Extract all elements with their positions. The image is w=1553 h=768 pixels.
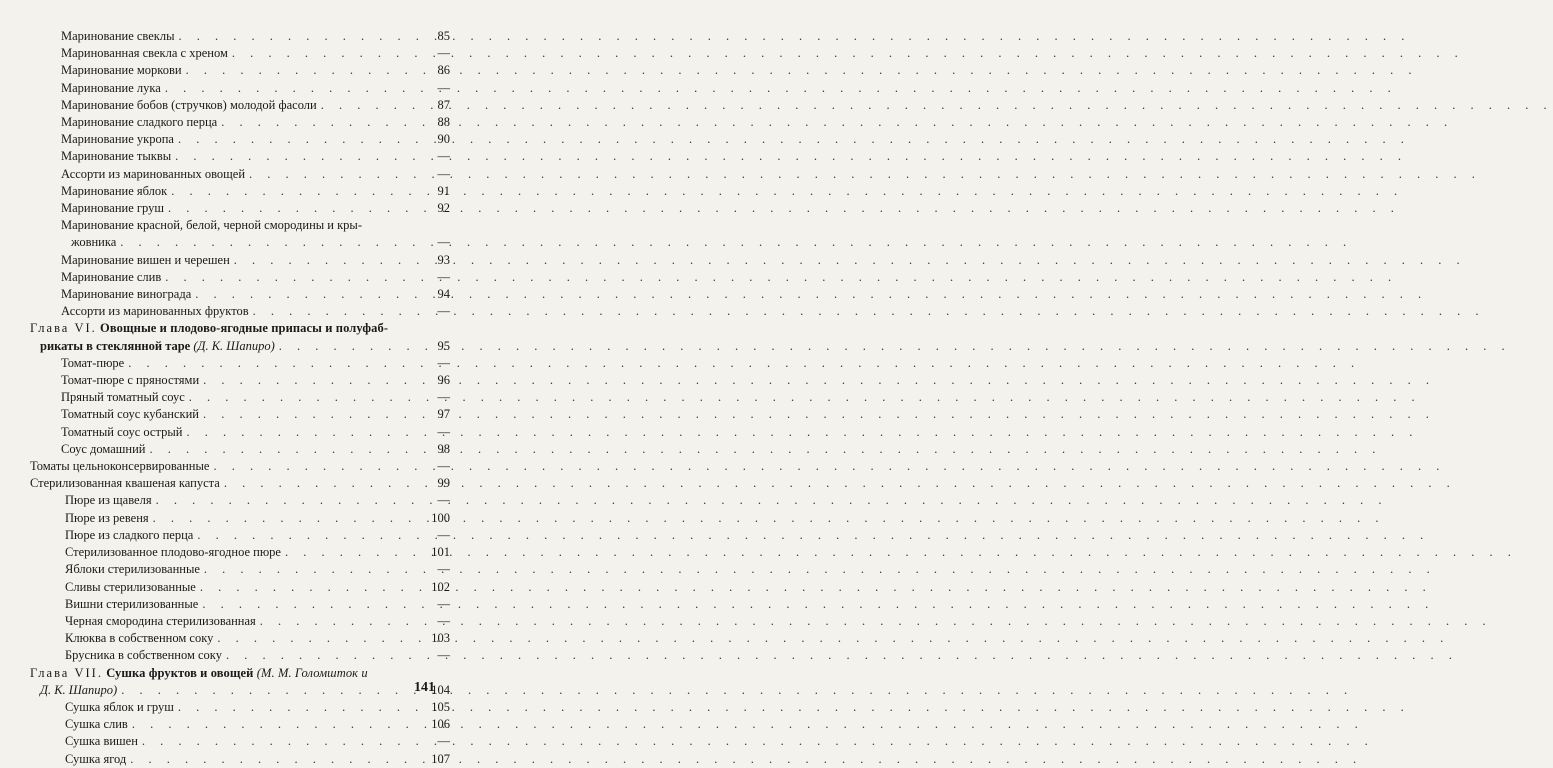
leader-dots <box>279 338 422 355</box>
toc-page-ref: 100 <box>431 510 450 525</box>
chapter-title: Сушка фруктов и овощей <box>106 665 254 680</box>
chapter-author: (Д. К. Шапиро) <box>193 338 275 353</box>
leader-dots <box>168 200 422 217</box>
toc-entry-text: Маринование бобов (стручков) молодой фасоли <box>61 97 317 112</box>
leader-dots <box>200 579 422 596</box>
toc-entry <box>30 613 450 630</box>
toc-page-ref: 96 <box>437 373 450 388</box>
toc-entry-text: Яблоки стерилизованные <box>65 562 200 577</box>
toc-page-ref: 86 <box>437 63 450 78</box>
toc-entry <box>30 200 450 217</box>
leader-dots <box>226 647 422 664</box>
toc-entry <box>30 114 450 131</box>
toc-entry <box>30 303 450 320</box>
toc-page-ref: — <box>437 527 450 542</box>
toc-entry-text: Сушка ягод <box>65 751 127 766</box>
toc-entry <box>30 372 450 389</box>
toc-page-ref: — <box>437 166 450 181</box>
leader-dots <box>149 441 422 458</box>
toc-page-ref: — <box>437 304 450 319</box>
leader-dots <box>197 527 422 544</box>
toc-entry-text: Пюре из ревеня <box>65 510 149 525</box>
toc-page-ref: 103 <box>431 631 450 646</box>
chapter-title-line1: Овощные и плодово-ягодные припасы и полуфаб- <box>100 321 389 336</box>
toc-group-marinades-vegetables <box>30 28 450 217</box>
toc-entry-text: Томатный соус острый <box>61 424 183 439</box>
toc-page-ref: — <box>437 355 450 370</box>
table-of-contents <box>30 28 450 768</box>
toc-entry-text: Пюре из сладкого перца <box>65 527 194 542</box>
toc-entry-text: Сливы стерилизованные <box>65 579 196 594</box>
leader-dots <box>175 148 422 165</box>
toc-entry <box>30 355 450 372</box>
toc-page-ref: — <box>437 493 450 508</box>
chapter-label: Глава VII. <box>30 665 103 680</box>
toc-page-ref: 104 <box>431 682 450 697</box>
leader-dots <box>224 475 422 492</box>
toc-entry <box>30 458 450 475</box>
toc-entry-text: Сушка вишен <box>65 734 138 749</box>
toc-page-ref: — <box>437 459 450 474</box>
toc-page-ref: 85 <box>437 29 450 43</box>
toc-entry-text: Соус домашний <box>61 441 146 456</box>
toc-entry <box>30 596 450 613</box>
toc-entry <box>30 389 450 406</box>
leader-dots <box>253 303 422 320</box>
toc-entry-text: Маринование сладкого перца <box>61 115 218 130</box>
toc-entry-text: Сушка яблок и груш <box>65 699 174 714</box>
toc-entry-text: Сушка слив <box>65 717 128 732</box>
toc-entry <box>30 716 450 733</box>
toc-page-ref: — <box>437 613 450 628</box>
toc-entry <box>30 166 450 183</box>
toc-page-ref: — <box>437 562 450 577</box>
toc-page-ref: 91 <box>437 183 450 198</box>
leader-dots <box>203 406 422 423</box>
leader-dots <box>186 62 422 79</box>
toc-entry-text: Маринование слив <box>61 269 162 284</box>
toc-page-ref: 90 <box>437 132 450 147</box>
leader-dots <box>189 389 422 406</box>
leader-dots <box>130 751 422 768</box>
toc-entry-text: Маринование винограда <box>61 287 192 302</box>
toc-entry-text: Маринование вишен и черешен <box>61 252 230 267</box>
leader-dots <box>186 424 422 441</box>
toc-page-ref: 92 <box>437 201 450 216</box>
toc-entry-text: Маринование тыквы <box>61 149 172 164</box>
leader-dots <box>204 561 422 578</box>
toc-entry <box>30 131 450 148</box>
toc-entry <box>30 510 450 527</box>
leader-dots <box>321 97 422 114</box>
toc-page-ref: — <box>437 46 450 61</box>
toc-page-ref: — <box>437 424 450 439</box>
chapter-author-line2: Д. К. Шапиро) <box>40 682 118 697</box>
toc-entry <box>30 28 450 45</box>
toc-entry-text: Томат-пюре <box>61 355 125 370</box>
leader-dots <box>249 166 422 183</box>
toc-page-ref: 105 <box>431 699 450 714</box>
leader-dots <box>121 682 422 699</box>
toc-entry <box>30 751 450 768</box>
leader-dots <box>156 492 422 509</box>
toc-group-drying <box>30 699 450 768</box>
toc-entry-text: Маринование моркови <box>61 63 182 78</box>
leader-dots <box>120 234 422 251</box>
leader-dots <box>203 372 422 389</box>
toc-entry <box>30 148 450 165</box>
toc-entry-text: Маринованная свекла с хреном <box>61 46 228 61</box>
toc-entry <box>30 527 450 544</box>
toc-page-ref: — <box>437 80 450 95</box>
toc-page-ref: 99 <box>437 476 450 491</box>
toc-page-ref: — <box>437 235 450 250</box>
toc-page-ref: 107 <box>431 751 450 766</box>
toc-entry <box>30 699 450 716</box>
toc-entry-text: Ассорти из маринованных овощей <box>61 166 246 181</box>
toc-page-ref: 87 <box>437 97 450 112</box>
toc-entry-text: Маринование яблок <box>61 183 168 198</box>
toc-entry-text: Стерилизованное плодово-ягодное пюре <box>65 545 281 560</box>
leader-dots <box>178 699 422 716</box>
toc-entry <box>30 286 450 303</box>
toc-page-ref: 101 <box>431 545 450 560</box>
leader-dots <box>165 269 422 286</box>
leader-dots <box>179 28 422 45</box>
toc-page-ref: — <box>437 269 450 284</box>
leader-dots <box>260 613 422 630</box>
toc-entry-text-line2: жовника <box>71 235 117 250</box>
toc-entry <box>30 183 450 200</box>
toc-page-ref: 98 <box>437 441 450 456</box>
toc-entry-text-line1: Маринование красной, белой, черной смородины и кры- <box>61 218 362 233</box>
leader-dots <box>195 286 422 303</box>
toc-page-ref: — <box>437 149 450 164</box>
toc-entry <box>30 441 450 458</box>
toc-entry <box>30 80 450 97</box>
toc-page-ref: 102 <box>431 579 450 594</box>
toc-entry <box>30 252 450 269</box>
toc-entry-text: Маринование лука <box>61 80 161 95</box>
leader-dots <box>217 630 422 647</box>
toc-entry-text: Вишни стерилизованные <box>65 596 199 611</box>
leader-dots <box>128 355 422 372</box>
toc-entry <box>30 269 450 286</box>
chapter-author-line1: (М. М. Голомшток и <box>256 665 368 680</box>
toc-entry-text: Ассорти из маринованных фруктов <box>61 304 249 319</box>
leader-dots <box>153 510 422 527</box>
toc-entry-text: Пряный томатный соус <box>61 390 185 405</box>
leader-dots <box>221 114 422 131</box>
toc-entry-text: Черная смородина стерилизованная <box>65 613 256 628</box>
toc-group-marinades-fruits <box>30 252 450 321</box>
toc-entry-text: Маринование укропа <box>61 132 174 147</box>
leader-dots <box>234 252 422 269</box>
toc-entry <box>30 406 450 423</box>
leader-dots <box>285 544 422 561</box>
toc-group-glass-preserves <box>30 355 450 665</box>
toc-entry <box>30 647 450 664</box>
toc-entry <box>30 630 450 647</box>
toc-entry <box>30 561 450 578</box>
toc-page-ref: — <box>437 390 450 405</box>
leader-dots <box>171 183 422 200</box>
toc-entry-wrapped <box>30 217 450 251</box>
toc-entry <box>30 45 450 62</box>
leader-dots <box>232 45 422 62</box>
toc-entry <box>30 62 450 79</box>
toc-page-ref: 94 <box>437 287 450 302</box>
toc-entry-text: Брусника в собственном соку <box>65 648 222 663</box>
toc-entry-text: Томатный соус кубанский <box>61 407 199 422</box>
chapter-heading-7 <box>30 665 450 699</box>
toc-entry-text: Томат-пюре с пряностями <box>61 373 200 388</box>
chapter-title-line2: рикаты в стеклянной таре <box>40 338 191 353</box>
toc-page-ref: 95 <box>437 338 450 353</box>
page-number: 141 <box>414 680 435 695</box>
toc-page-ref: 88 <box>437 115 450 130</box>
leader-dots <box>165 80 422 97</box>
toc-entry <box>30 733 450 750</box>
leader-dots <box>213 458 422 475</box>
toc-entry <box>30 579 450 596</box>
toc-entry-text: Пюре из щавеля <box>65 493 152 508</box>
leader-dots <box>178 131 422 148</box>
toc-entry <box>30 492 450 509</box>
leader-dots <box>132 716 422 733</box>
toc-entry-text: Стерилизованная квашеная капуста <box>30 476 220 491</box>
toc-page-ref: 97 <box>437 407 450 422</box>
toc-page-ref: — <box>437 734 450 749</box>
toc-entry-text: Маринование груш <box>61 201 164 216</box>
toc-page-ref: 93 <box>437 252 450 267</box>
chapter-label: Глава VI. <box>30 321 97 336</box>
leader-dots <box>202 596 422 613</box>
chapter-heading-6 <box>30 320 450 354</box>
toc-entry <box>30 544 450 561</box>
toc-entry <box>30 97 450 114</box>
toc-entry-text: Томаты цельноконсервированные <box>30 459 210 474</box>
toc-page-ref: — <box>437 596 450 611</box>
toc-page-ref: — <box>437 648 450 663</box>
toc-entry <box>30 475 450 492</box>
toc-entry <box>30 424 450 441</box>
leader-dots <box>142 733 422 750</box>
toc-page-ref: 106 <box>431 717 450 732</box>
toc-entry-text: Клюква в собственном соку <box>65 631 214 646</box>
toc-entry-text: Маринование свеклы <box>61 29 175 43</box>
